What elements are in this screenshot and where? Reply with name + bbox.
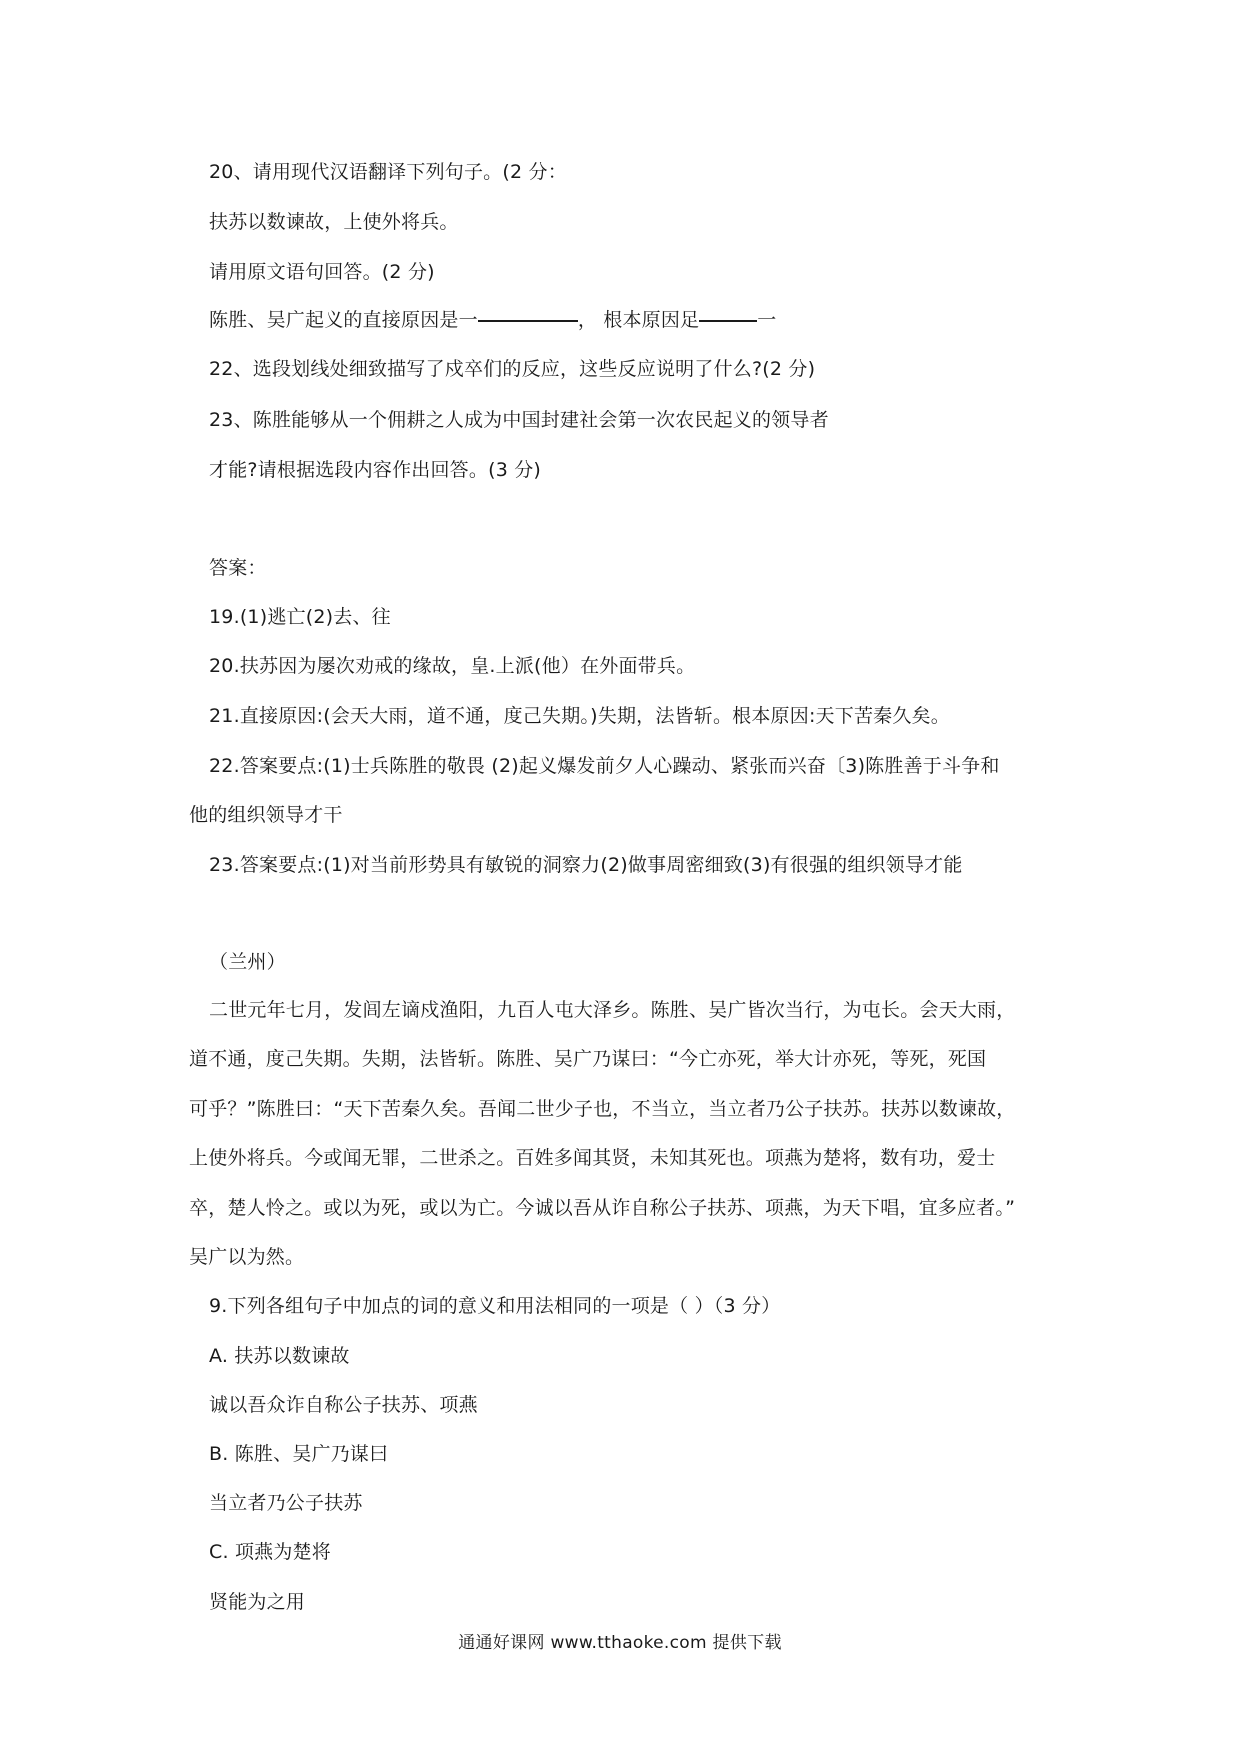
question-21-intro: 请用原文语句回答。(2 分) bbox=[209, 261, 435, 283]
answer-21: 21.直接原因:(会天大雨，道不通，度己失期。)失期，法皆斩。根本原因:天下苦秦久矣。 bbox=[209, 705, 950, 727]
passage-line: 卒，楚人怜之。或以为死，或以为亡。今诚以吾从诈自称公子扶苏、项燕，为天下唱，宜多应者。” bbox=[189, 1197, 1016, 1219]
answer-blank-2 bbox=[699, 320, 757, 322]
passage-source: （兰州） bbox=[209, 951, 286, 973]
question-22: 22、选段划线处细致描写了戍卒们的反应，这些反应说明了什么?(2 分) bbox=[209, 358, 816, 380]
question-21-tail: 一 bbox=[757, 309, 777, 331]
question-21-direct-cause: 陈胜、吴广起义的直接原因是一 bbox=[209, 309, 478, 331]
question-20-sentence: 扶苏以数谏故，上使外将兵。 bbox=[209, 211, 459, 233]
answer-22-line-2: 他的组织领导才干 bbox=[189, 804, 343, 826]
question-23-line-1: 23、陈胜能够从一个佣耕之人成为中国封建社会第一次农民起义的领导者 bbox=[209, 409, 829, 431]
answer-23: 23.答案要点:(1)对当前形势具有敏锐的洞察力(2)做事周密细致(3)有很强的组织领导才能 bbox=[209, 854, 963, 876]
question-21-line bbox=[209, 308, 776, 332]
question-9-stem: 9.下列各组句子中加点的词的意义和用法相同的一项是（ ）（3 分） bbox=[209, 1295, 781, 1317]
passage-line: 道不通，度己失期。失期，法皆斩。陈胜、吴广乃谋曰：“今亡亦死，举大计亦死，等死，死国 bbox=[189, 1048, 987, 1070]
option-c-line-1: C. 项燕为楚将 bbox=[209, 1541, 331, 1563]
answer-22-line-1: 22.答案要点:(1)士兵陈胜的敬畏 (2)起义爆发前夕人心躁动、紧张而兴奋〔3)陈胜善于斗争和 bbox=[209, 755, 1000, 777]
option-b-line-2: 当立者乃公子扶苏 bbox=[209, 1492, 363, 1514]
passage-line: 二世元年七月，发闾左谪戍渔阳，九百人屯大泽乡。陈胜、吴广皆次当行，为屯长。会天大雨， bbox=[209, 999, 1016, 1021]
answer-20: 20.扶苏因为屡次劝戒的缘故，皇.上派(他）在外面带兵。 bbox=[209, 655, 696, 677]
passage-line: 上使外将兵。今或闻无罪，二世杀之。百姓多闻其贤，未知其死也。项燕为楚将，数有功，爱士 bbox=[189, 1147, 996, 1169]
answer-blank-1 bbox=[478, 320, 578, 322]
answers-heading: 答案： bbox=[209, 557, 267, 579]
passage-line: 可乎？”陈胜曰：“天下苦秦久矣。吾闻二世少子也，不当立，当立者乃公子扶苏。扶苏以数谏故， bbox=[189, 1098, 1016, 1120]
page-footer: 通通好课网 www.tthaoke.com 提供下载 bbox=[458, 1633, 782, 1653]
answer-19: 19.(1)逃亡(2)去、往 bbox=[209, 606, 391, 628]
option-a-line-2: 诚以吾众诈自称公子扶苏、项燕 bbox=[209, 1394, 478, 1416]
passage-line: 吴广以为然。 bbox=[189, 1246, 305, 1268]
question-20: 20、请用现代汉语翻译下列句子。(2 分： bbox=[209, 161, 567, 183]
question-21-root-cause: ， 根本原因足 bbox=[577, 309, 700, 331]
option-b-line-1: B. 陈胜、吴广乃谋曰 bbox=[209, 1443, 389, 1465]
option-a-line-1: A. 扶苏以数谏故 bbox=[209, 1345, 350, 1367]
option-c-line-2: 贤能为之用 bbox=[209, 1591, 306, 1613]
question-23-line-2: 才能?请根据选段内容作出回答。(3 分) bbox=[209, 459, 542, 481]
